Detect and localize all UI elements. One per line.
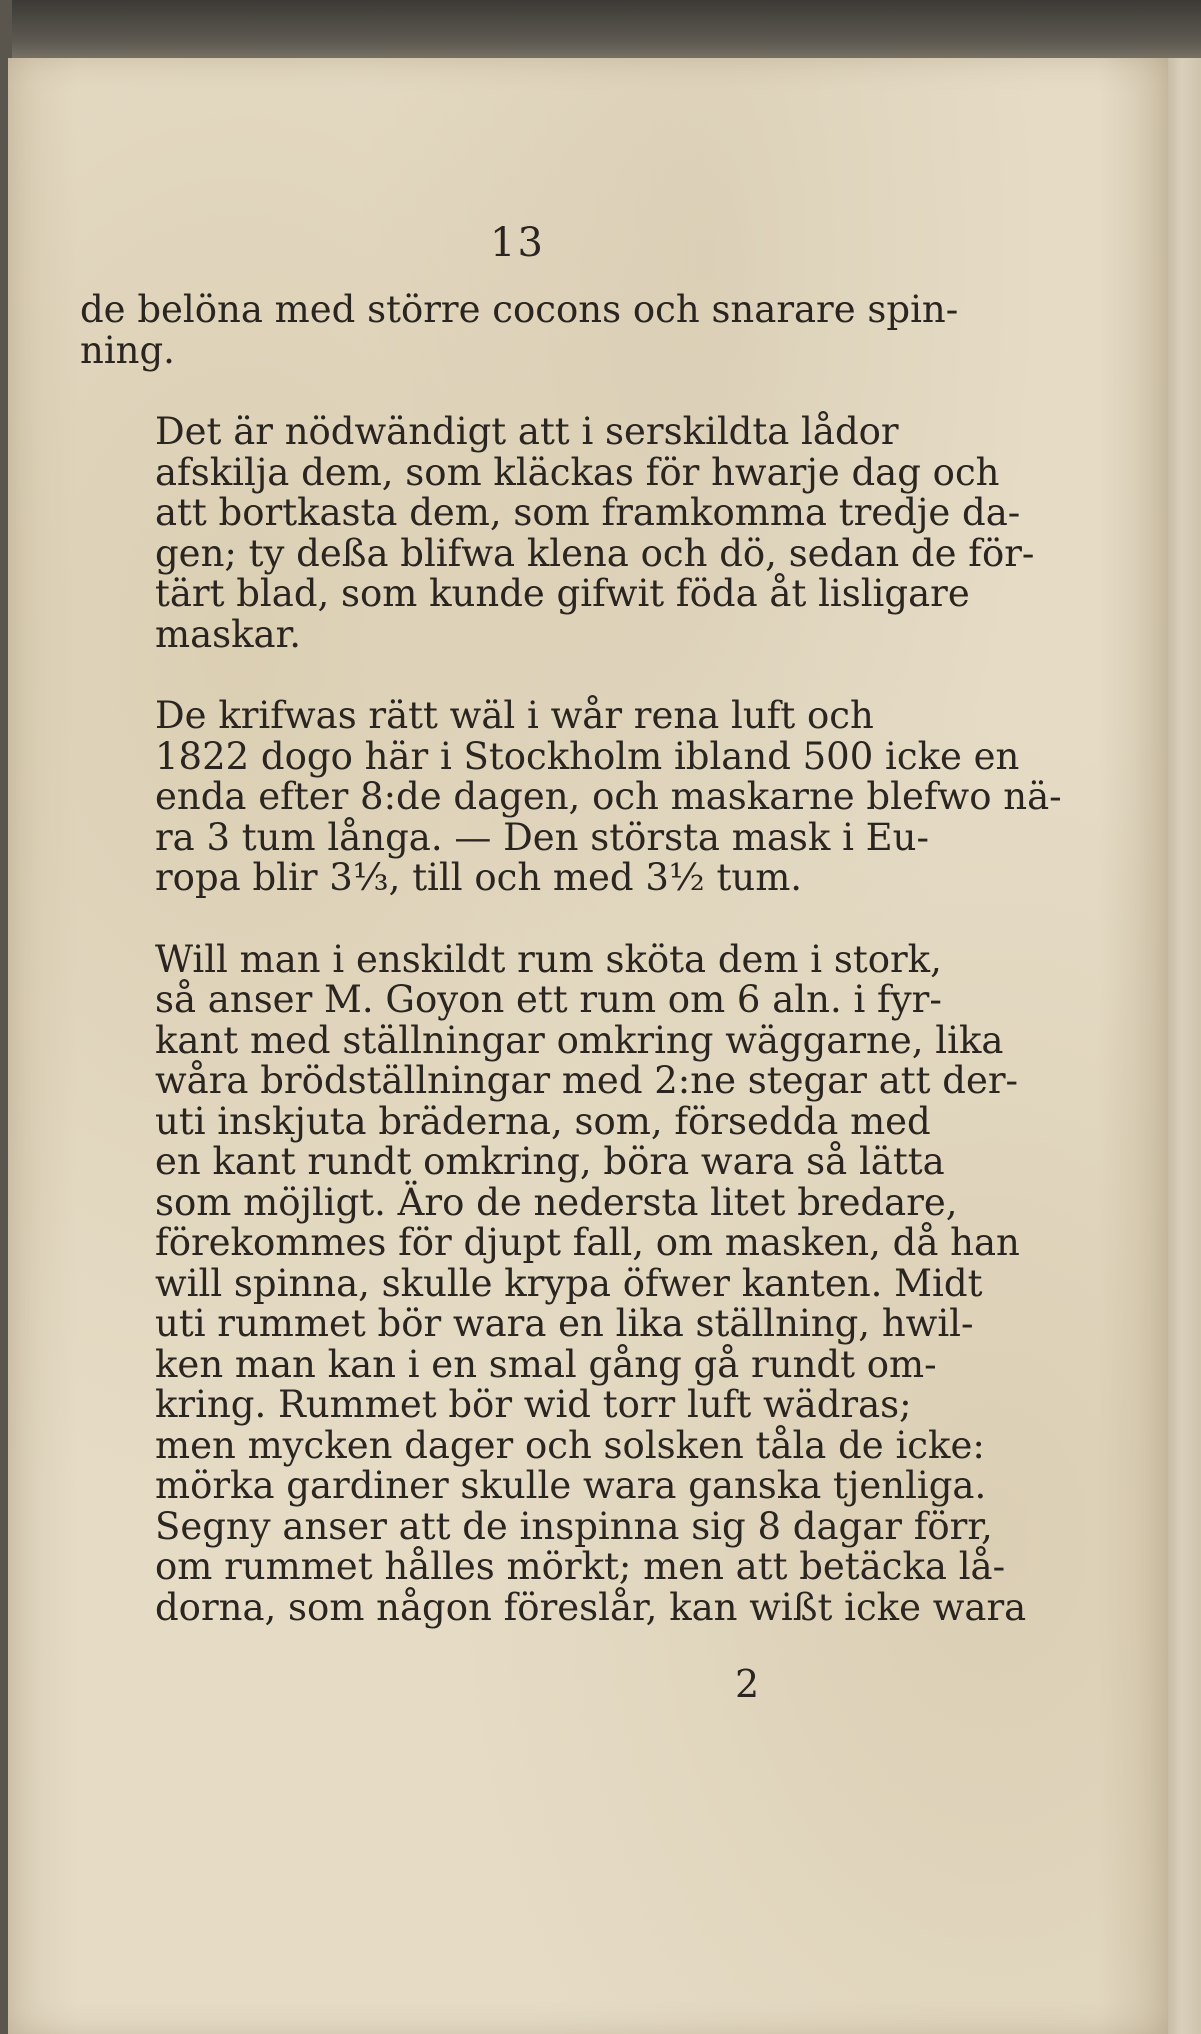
text-line: Det är nödwändigt att i serskildta lådor — [155, 410, 899, 453]
text-line: De krifwas rätt wäl i wår rena luft och — [155, 694, 874, 737]
text-line: som möjligt. Äro de nedersta litet bredare, — [155, 1180, 958, 1224]
signature-mark: 2 — [735, 1662, 760, 1706]
text-line: Segny anser att de inspinna sig 8 dagar förr, — [155, 1504, 993, 1548]
text-line: dorna, som någon föreslår, kan wißt icke wara — [155, 1585, 1027, 1629]
text-line: wåra brödställningar med 2:ne stegar att der- — [155, 1059, 1019, 1102]
text-line: mörka gardiner skulle wara ganska tjenliga. — [155, 1464, 987, 1507]
text-line: de belöna med större cocons och snarare spin- — [80, 288, 959, 331]
text-line: kant med ställningar omkring wäggarne, lika — [155, 1018, 1004, 1062]
text-line: uti inskjuta bräderna, som, försedda med — [155, 1099, 931, 1143]
text-line: Will man i enskildt rum sköta dem i stork, — [155, 937, 942, 981]
text-line: så anser M. Goyon ett rum om 6 aln. i fyr- — [155, 978, 942, 1021]
text-line: enda efter 8:de dagen, och maskarne blefwo nä- — [155, 775, 1062, 818]
text-line: ning. — [80, 328, 175, 372]
text-line: afskilja dem, som kläckas för hwarje dag och — [155, 450, 1000, 494]
text-line: gen; ty deßa blifwa klena och dö, sedan de för- — [155, 531, 1035, 575]
text-line: ra 3 tum långa. — Den största mask i Eu- — [155, 815, 930, 859]
paragraph — [80, 694, 1062, 899]
paragraph — [80, 288, 959, 372]
text-line: 1822 dogo här i Stockholm ibland 500 icke en — [155, 734, 1020, 778]
text-line: men mycken dager och solsken tåla de icke: — [155, 1423, 985, 1467]
text-line: förekommes för djupt fall, om masken, då han — [155, 1221, 1020, 1264]
text-line: maskar. — [155, 612, 301, 656]
text-line: ken man kan i en smal gång gå rundt om- — [155, 1342, 937, 1386]
text-line: tärt blad, som kunde gifwit föda åt lisligare — [155, 572, 970, 615]
paragraph — [80, 410, 1035, 656]
text-line: kring. Rummet bör wid torr luft wädras; — [155, 1383, 912, 1426]
text-line: en kant rundt omkring, böra wara så lätta — [155, 1140, 945, 1183]
text-line: att bortkasta dem, som framkomma tredje da- — [155, 491, 1021, 534]
text-line: will spinna, skulle krypa öfwer kanten. Midt — [155, 1261, 983, 1305]
text-line: ropa blir 3⅓, till och med 3½ tum. — [155, 856, 803, 899]
body-text — [80, 288, 1062, 1669]
page-fore-edge — [1168, 58, 1201, 2034]
text-line: om rummet hålles mörkt; men att betäcka lå- — [155, 1545, 1006, 1588]
text-line: uti rummet bör wara en lika ställning, hwil- — [155, 1302, 974, 1345]
page-number: 13 — [490, 220, 545, 266]
paragraph — [80, 937, 1027, 1629]
